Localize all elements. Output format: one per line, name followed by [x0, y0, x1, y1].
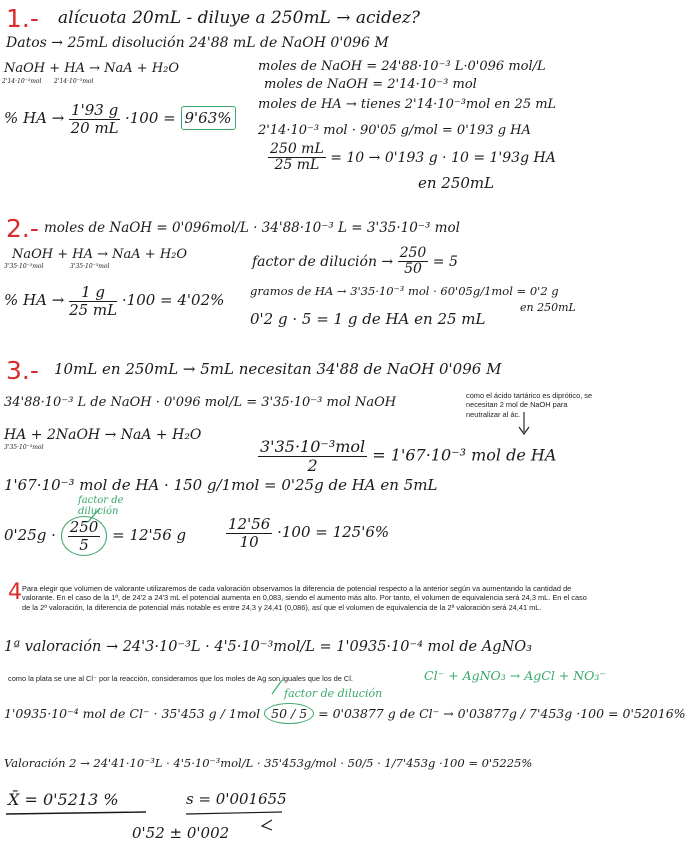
section-2-pct-fraction: $\frac{1 g}{25 mL}$: [69, 283, 118, 319]
section-3-calc-row: [4, 516, 186, 556]
section-4-calc1-row: [4, 708, 686, 721]
section-3-fraction: $\frac{\text{3'35·10⁻³mol}}{2}$: [260, 437, 366, 475]
section-3-reaction-sub: 3'35·10⁻³mol: [4, 444, 44, 451]
section-4-silver-note: como la plata se une al Cl⁻ por la reacción, consideramos que los moles de Ag son iguales que los de Cl.: [8, 674, 353, 683]
section-2-grams-tail: en 250mL: [520, 301, 576, 314]
section-1-dilution-rest: = 10 → 0'193 g · 10 = 1'93g HA: [330, 149, 556, 166]
section-4-calc1-frac: 0'03877g / 7'453g: [457, 706, 573, 721]
section-2-factor-label: factor de dilución →: [252, 253, 394, 270]
section-4-mean: X̄ = 0'5213 %: [8, 790, 119, 809]
sd-underline: [186, 812, 282, 814]
section-1-pct-row: [4, 102, 236, 136]
section-3-reaction: HA + 2NaOH → NaA + H₂O: [4, 427, 202, 443]
section-4-paragraph: Para elegir que volumen de valorante utilizaremos de cada valoración observamos la diferencia de potencial respecto a la anterior según va aumentando la cantidad de valorante. En el caso de la 1ª, de 24'2 a 24'3 mL el potencial aumenta en 0,083, siendo el aumento más alto. Por tanto, el volumen de equivalencia será 24,3 mL. En el caso de la 2ª valoración, la diferencia de potencial más notable es entre 24,3 y 24,41 (0,086), así que el volumen de equivalencia de la 2ª valoración será 24,41 mL.: [22, 584, 587, 612]
section-3-calc-fraction: $\frac{250}{5}$: [61, 516, 108, 556]
section-2-pct-row: [4, 284, 224, 318]
section-2-number: 2.-: [6, 214, 39, 243]
section-1-moles-naoh-result: moles de NaOH = 2'14·10⁻³ mol: [264, 77, 477, 92]
section-3-fraction-row: [258, 438, 556, 474]
section-3-pct-result: ·100 = 125'6%: [277, 523, 390, 541]
section-1-reaction-sub-b: 2'14·10⁻³mol: [54, 78, 94, 85]
section-2-reaction: NaOH + HA → NaA + H₂O: [12, 247, 188, 262]
section-1-datos: Datos → 25mL disolución 24'88 mL de NaOH 0'096 M: [6, 35, 389, 51]
section-1-moles-ha: moles de HA → tienes 2'14·10⁻³mol en 25 mL: [258, 97, 557, 112]
section-1-reaction-sub-a: 2'14·10⁻³mol: [2, 78, 42, 85]
result-underline: [6, 812, 146, 814]
section-1-title: alícuota 20mL - diluye a 250mL → acidez?: [58, 8, 421, 28]
section-1-moles-naoh: moles de NaOH = 24'88·10⁻³ L·0'096 mol/L: [258, 59, 546, 74]
section-2-reaction-sub-b: 3'35·10⁻³mol: [70, 263, 110, 270]
section-3-note: como el ácido tartárico es diprótico, se necesitan 2 mol de NaOH para neutralizar al ác.: [466, 391, 593, 419]
section-1-pct-label: % HA →: [4, 109, 65, 127]
section-1-pct-fraction: $\frac{1'93 g}{20 mL}$: [70, 101, 119, 137]
section-2-moles-line: moles de NaOH = 0'096mol/L · 34'88·10⁻³ L = 3'35·10⁻³ mol: [44, 220, 460, 236]
section-4-factor-note: factor de dilución: [284, 687, 383, 700]
section-2-pct-label: % HA →: [4, 291, 65, 309]
section-2-factor-fraction: $\frac{250}{50}$: [399, 245, 427, 278]
section-4-number: 4: [8, 580, 22, 605]
section-1-pct-mult: ·100 =: [124, 109, 176, 127]
section-2-factor-row: [252, 246, 458, 278]
section-4-val1-line: 1ª valoración → 24'3·10⁻³L · 4'5·10⁻³mol/L = 1'0935·10⁻⁴ mol de AgNO₃: [4, 639, 532, 655]
section-1-reaction: NaOH + HA → NaA + H₂O: [4, 61, 180, 76]
section-3-moles-line: 34'88·10⁻³ L de NaOH · 0'096 mol/L = 3'35·10⁻³ mol NaOH: [4, 395, 397, 410]
section-3-mass-line: 1'67·10⁻³ mol de HA · 150 g/1mol = 0'25g de HA en 5mL: [4, 476, 438, 494]
section-3-number: 3.-: [6, 356, 39, 385]
section-3-calc-result: = 12'56 g: [112, 526, 187, 544]
section-4-sd: s = 0'001655: [186, 790, 287, 808]
section-2-factor-result: = 5: [432, 253, 458, 270]
section-3-factor-note: factor de dilución: [78, 495, 124, 517]
section-3-pct-fraction: $\frac{12'56}{10}$: [228, 515, 271, 551]
section-4-calc1-a: 1'0935·10⁻⁴ mol de Cl⁻ ·: [4, 706, 158, 721]
section-1-number: 1.-: [6, 4, 39, 33]
section-1-dilution-row: [268, 142, 556, 174]
section-2-final-line: 0'2 g · 5 = 1 g de HA en 25 mL: [250, 310, 486, 328]
section-3-fraction-rest: = 1'67·10⁻³ mol de HA: [372, 445, 557, 465]
section-2-grams-line: gramos de HA → 3'35·10⁻³ mol · 60'05g/1mol = 0'2 g: [250, 284, 559, 298]
section-4-calc1-rest: = 0'03877 g de Cl⁻ →: [318, 706, 454, 721]
section-2-pct-rest: ·100 = 4'02%: [121, 291, 225, 309]
section-4-final: 0'52 ± 0'002: [132, 824, 230, 842]
section-4-val2-line: Valoración 2 → 24'41·10⁻³L · 4'5·10⁻³mol/L · 35'453g/mol · 50/5 · 1/7'453g ·100 = 0'5225%: [4, 756, 533, 770]
section-3-calc-a: 0'25g ·: [4, 526, 56, 544]
section-3-pct-row: [226, 516, 389, 550]
section-1-dilution-tail: en 250mL: [418, 174, 495, 192]
section-2-reaction-sub-a: 3'35·10⁻³mol: [4, 263, 44, 270]
section-1-result-box: 9'63%: [181, 106, 236, 130]
section-1-dilution-fraction: $\frac{250 mL}{25 mL}$: [270, 141, 324, 174]
section-4-calc1-mass: 35'453 g / 1mol: [161, 706, 261, 721]
section-3-title: 10mL en 250mL → 5mL necesitan 34'88 de NaOH 0'096 M: [54, 360, 502, 378]
section-4-calc1-result: ·100 = 0'52016%: [576, 706, 686, 721]
section-4-reaction: Cl⁻ + AgNO₃ → AgCl + NO₃⁻: [424, 668, 607, 683]
section-1-mass-line: 2'14·10⁻³ mol · 90'05 g/mol = 0'193 g HA: [258, 123, 531, 138]
check-arrow-icon: [262, 820, 272, 830]
section-4-calc1-dilution: 50 / 5: [264, 703, 314, 724]
